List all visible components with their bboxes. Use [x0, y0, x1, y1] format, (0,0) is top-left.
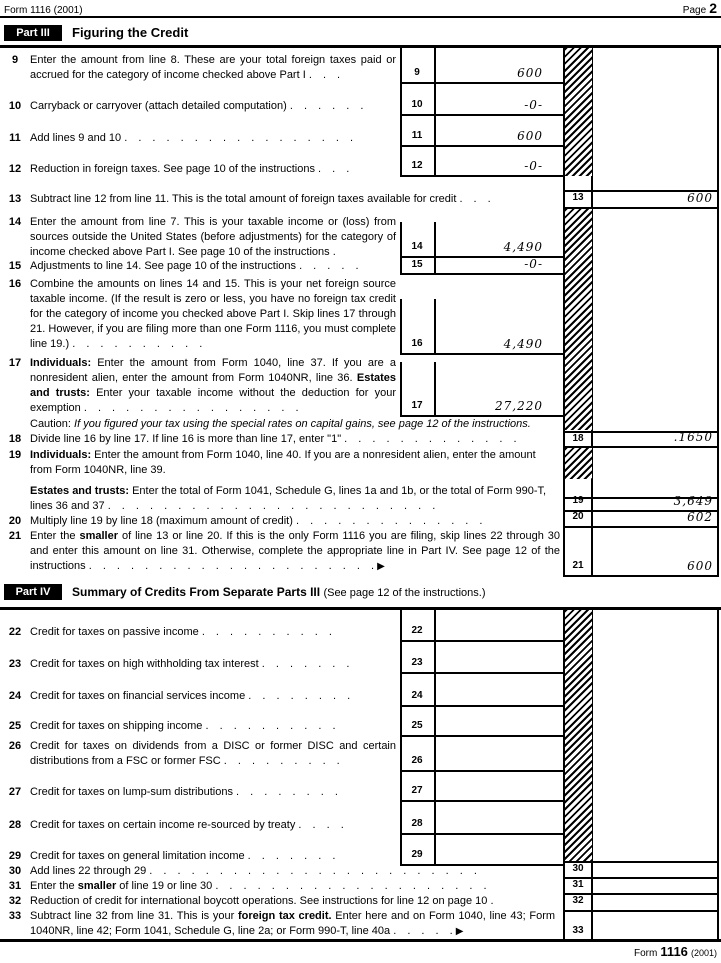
- line-21-number: 21: [8, 530, 22, 542]
- dot-leader: . . .: [308, 69, 341, 81]
- line-11-label: Add lines 9 and 10 . . . . . . . . . . . . . . . . .: [30, 132, 354, 144]
- line-18-box-number: 18: [572, 433, 584, 444]
- line-16-box-number: 16: [411, 338, 423, 349]
- line-20-value[interactable]: 602: [687, 510, 713, 524]
- part3-badge: Part III: [4, 25, 62, 41]
- dot-leader: .: [490, 895, 494, 907]
- table-line: [400, 640, 563, 642]
- footer-form-word: Form: [634, 948, 658, 959]
- line-28-number: 28: [8, 819, 22, 831]
- dot-leader: . . . . . . . . . . . . . . . . . . . .: [215, 880, 487, 892]
- dot-leader: . . . . . . . . . .: [205, 720, 336, 732]
- part3-rule: [0, 45, 721, 48]
- line-29-box-number: 29: [411, 849, 423, 860]
- line-19-label-estates: Estates and trusts: Enter the total of Form 1041, Schedule G, lines 1a and 1b, or the total of Form 990-T, lines 36 and 37 . . . . . . . . . . . . . . . . . . . . . . . .: [30, 485, 547, 512]
- hatched-area: [565, 448, 592, 479]
- footer-form-id: [634, 944, 717, 961]
- dot-leader: . . . . . . .: [247, 850, 336, 862]
- dot-leader: .: [332, 246, 336, 258]
- line-14-value[interactable]: 4,490: [503, 240, 543, 254]
- table-line: [400, 735, 563, 737]
- table-line: [400, 114, 563, 116]
- line-24-label: Credit for taxes on financial services income . . . . . . . .: [30, 690, 351, 702]
- line-11-number: 11: [9, 132, 21, 144]
- line-19-value[interactable]: 3,649: [673, 494, 713, 508]
- header-page-word: Page: [682, 5, 707, 16]
- part4-subtitle: (See page 12 of the instructions.): [323, 587, 486, 599]
- line-16-value[interactable]: 4,490: [503, 337, 543, 351]
- line-21-label: Enter the smaller of line 13 or line 20. If this is the only Form 1116 you are filing, skip lines 22 through 30 and enter this amount on line 31. Otherwise, complete the appropriate line in Part IV. See page 12 of the instructions . . . . . . . . . . . . . . . . . . . . . ▶: [30, 530, 561, 572]
- header-page-number: 2: [709, 0, 717, 16]
- dot-leader: . . .: [459, 193, 491, 205]
- line-17-number: 17: [8, 357, 22, 369]
- table-line: [400, 705, 563, 707]
- dot-leader: . . . . . . . . . . . . . .: [295, 515, 483, 527]
- entry-arrow-icon: ▶: [455, 926, 464, 937]
- line-32-box-number: 32: [572, 895, 584, 906]
- line-32-number: 32: [8, 895, 22, 907]
- part3-title: Figuring the Credit: [72, 25, 189, 40]
- line-10-number: 10: [8, 100, 22, 112]
- line-12-number: 12: [8, 163, 22, 175]
- line-30-box-number: 30: [572, 863, 584, 874]
- dot-leader: . . . . . . .: [261, 658, 350, 670]
- hatched-area: [565, 610, 592, 861]
- header-rule: [0, 16, 721, 18]
- form-bottom-rule: [0, 939, 721, 942]
- table-line: [400, 175, 563, 177]
- table-line: [434, 299, 436, 353]
- line-10-label: Carryback or carryover (attach detailed computation) . . . . . .: [30, 100, 364, 112]
- line-9-box-number: 9: [414, 67, 420, 78]
- line-13-number: 13: [8, 193, 22, 205]
- line-10-box-number: 10: [411, 99, 423, 110]
- line-24-box-number: 24: [411, 690, 423, 701]
- line-27-number: 27: [8, 786, 22, 798]
- line-20-number: 20: [8, 515, 22, 527]
- table-line: [400, 273, 563, 275]
- header-form-id: Form 1116 (2001): [4, 5, 83, 16]
- dot-leader: . . . . . . . .: [236, 786, 338, 798]
- part4-title: Summary of Credits From Separate Parts III (See page 12 of the instructions.): [72, 585, 486, 599]
- line-25-label: Credit for taxes on shipping income . . . . . . . . . .: [30, 720, 336, 732]
- hatched-area: [565, 209, 592, 430]
- line-12-label: Reduction in foreign taxes. See page 10 of the instructions . . .: [30, 163, 350, 175]
- line-29-number: 29: [8, 850, 22, 862]
- line-26-number: 26: [8, 740, 22, 752]
- dot-leader: . . . . . . . . . . . . . . . .: [83, 402, 299, 414]
- dot-leader: . . . . . . . . . . . . .: [344, 433, 517, 445]
- line-33-label: Subtract line 32 from line 31. This is your foreign tax credit. Enter here and on Form 1040, line 43; Form 1040NR, line 42; Form 1041, Schedule G, line 2a; or Form 990-T, line 40a . . . . . ▶: [30, 910, 556, 937]
- line-24-number: 24: [8, 690, 22, 702]
- line-23-box-number: 23: [411, 657, 423, 668]
- line-23-label: Credit for taxes on high withholding tax interest . . . . . . .: [30, 658, 350, 670]
- line-18-number: 18: [8, 433, 22, 445]
- table-line: [717, 610, 719, 940]
- line-22-number: 22: [8, 626, 22, 638]
- line-28-label: Credit for taxes on certain income re-sourced by treaty . . . .: [30, 819, 344, 831]
- table-line: [563, 910, 719, 912]
- line-14-number: 14: [8, 216, 22, 228]
- table-line: [434, 362, 436, 415]
- line-21-box-number: 21: [572, 560, 584, 571]
- table-line: [400, 82, 563, 84]
- line-12-value[interactable]: -0-: [524, 159, 543, 173]
- dot-leader: . . . .: [298, 819, 344, 831]
- dot-leader: . . . . . . . . . . . . . . . . . . . . . . . .: [149, 865, 477, 877]
- footer-form-number: 1116: [660, 944, 688, 959]
- line-30-number: 30: [8, 865, 22, 877]
- line-31-box-number: 31: [572, 879, 584, 890]
- line-32-label: Reduction of credit for international boycott operations. See instructions for line 12 on page 10 .: [30, 895, 494, 907]
- line-31-label: Enter the smaller of line 19 or line 30 . . . . . . . . . . . . . . . . . . . .: [30, 880, 487, 892]
- line-13-label: Subtract line 12 from line 11. This is the total amount of foreign taxes available for credit . . .: [30, 193, 491, 205]
- line-13-box-number: 13: [572, 192, 584, 203]
- line-20-label: Multiply line 19 by line 18 (maximum amount of credit) . . . . . . . . . . . . . .: [30, 515, 483, 527]
- line-16-label: Combine the amounts on lines 14 and 15. This is your net foreign source taxable income. (If the result is zero or less, you have no foreign tax credit for the category of income you checked above Part I. Skip lines 17 through 21. However, if you are filing more than one Form 1116, you must complete line 19.) . . . . . . . . . .: [30, 278, 396, 350]
- line-20-box-number: 20: [572, 511, 584, 522]
- line-17-value[interactable]: 27,220: [495, 399, 543, 413]
- line-9-number: 9: [11, 54, 19, 66]
- line-17-label: Individuals: Enter the amount from Form 1040, line 37. If you are a nonresident alien, enter the amount from Form 1040NR, line 36. Estates and trusts: Enter your taxable income without the deduction for your exemption . . . . . . . . . . . . . . . .: [30, 357, 396, 414]
- line-16-number: 16: [8, 278, 22, 290]
- line-29-label: Credit for taxes on general limitation income . . . . . . .: [30, 850, 336, 862]
- table-line: [434, 610, 436, 864]
- line-26-label: Credit for taxes on dividends from a DISC or former DISC and certain distributions from a FSC or former FSC . . . . . . . . .: [30, 740, 396, 767]
- entry-arrow-icon: ▶: [377, 561, 385, 572]
- table-line: [563, 207, 719, 209]
- dot-leader: . . . . .: [299, 260, 359, 272]
- line-12-box-number: 12: [411, 160, 423, 171]
- dot-leader: . . . . . . . . .: [223, 755, 340, 767]
- dot-leader: . . . . . . . . . . . . . . . . . . . . .: [88, 560, 375, 572]
- line-18-value[interactable]: .1650: [673, 430, 713, 444]
- table-line: [717, 48, 719, 575]
- line-25-number: 25: [8, 720, 22, 732]
- line-21-value[interactable]: 600: [687, 559, 713, 573]
- line-28-box-number: 28: [411, 818, 423, 829]
- table-line: [434, 48, 436, 175]
- line-10-value[interactable]: -0-: [524, 98, 543, 112]
- line-17-box-number: 17: [411, 400, 423, 411]
- line-31-number: 31: [8, 880, 22, 892]
- dot-leader: . . . . . . . . . .: [201, 626, 332, 638]
- dot-leader: . . . . . . . . . . . . . . . . . . . . . . . .: [107, 500, 436, 512]
- caution-note: Caution: If you figured your tax using the special rates on capital gains, see page 12 of the instructions.: [30, 418, 531, 430]
- line-15-number: 15: [8, 260, 22, 272]
- line-11-box-number: 11: [411, 130, 423, 141]
- table-line: [400, 833, 563, 835]
- line-19-label-individuals: Individuals: Enter the amount from Form 1040, line 40. If you are a nonresident alien, enter the amount from Form 1040NR, line 39.: [30, 449, 536, 476]
- line-13-value[interactable]: 600: [687, 191, 713, 205]
- line-15-value[interactable]: -0-: [524, 257, 543, 271]
- line-14-box-number: 14: [411, 241, 423, 252]
- dot-leader: . . . . .: [393, 925, 453, 937]
- line-26-box-number: 26: [411, 755, 423, 766]
- line-27-label: Credit for taxes on lump-sum distributions . . . . . . . .: [30, 786, 338, 798]
- line-15-label: Adjustments to line 14. See page 10 of the instructions . . . . .: [30, 260, 359, 272]
- table-line: [400, 770, 563, 772]
- dot-leader: . . . . . . . . . .: [72, 338, 203, 350]
- line-33-number: 33: [8, 910, 22, 922]
- dot-leader: . . . . . . . . . . . . . . . . .: [124, 132, 354, 144]
- line-14-label: Enter the amount from line 7. This is your taxable income or (loss) from sources outside the United States (before adjustments) for the category of income checked above Part I. See page 10 of the instructions .: [30, 216, 396, 258]
- line-27-box-number: 27: [411, 785, 423, 796]
- dot-leader: . . .: [318, 163, 350, 175]
- line-19-number: 19: [8, 449, 22, 461]
- line-22-label: Credit for taxes on passive income . . . . . . . . . .: [30, 626, 332, 638]
- table-line: [400, 800, 563, 802]
- line-23-number: 23: [8, 658, 22, 670]
- table-line: [400, 353, 563, 355]
- part4-rule: [0, 607, 721, 610]
- table-line: [434, 222, 436, 273]
- line-9-label: Enter the amount from line 8. These are your total foreign taxes paid or accrued for the category of income checked above Part I . . .: [30, 54, 396, 81]
- table-line: [563, 526, 719, 528]
- dot-leader: . . . . . . . .: [248, 690, 351, 702]
- line-15-box-number: 15: [411, 259, 423, 270]
- hatched-area: [565, 48, 592, 176]
- footer-form-year: (2001): [690, 948, 717, 958]
- table-line: [400, 672, 563, 674]
- line-9-value[interactable]: 600: [517, 66, 543, 80]
- table-line: [400, 145, 563, 147]
- line-30-label: Add lines 22 through 29 . . . . . . . . . . . . . . . . . . . . . . . .: [30, 865, 477, 877]
- line-25-box-number: 25: [411, 720, 423, 731]
- table-line: [563, 575, 719, 577]
- line-22-box-number: 22: [411, 625, 423, 636]
- table-line: [563, 446, 719, 448]
- line-19-box-number: 19: [572, 495, 584, 506]
- line-18-label: Divide line 16 by line 17. If line 16 is more than line 17, enter "1" . . . . . . . . . . . . .: [30, 433, 517, 445]
- line-11-value[interactable]: 600: [517, 129, 543, 143]
- dot-leader: . . . . . .: [289, 100, 364, 112]
- line-33-box-number: 33: [572, 925, 584, 936]
- part4-badge: Part IV: [4, 584, 62, 600]
